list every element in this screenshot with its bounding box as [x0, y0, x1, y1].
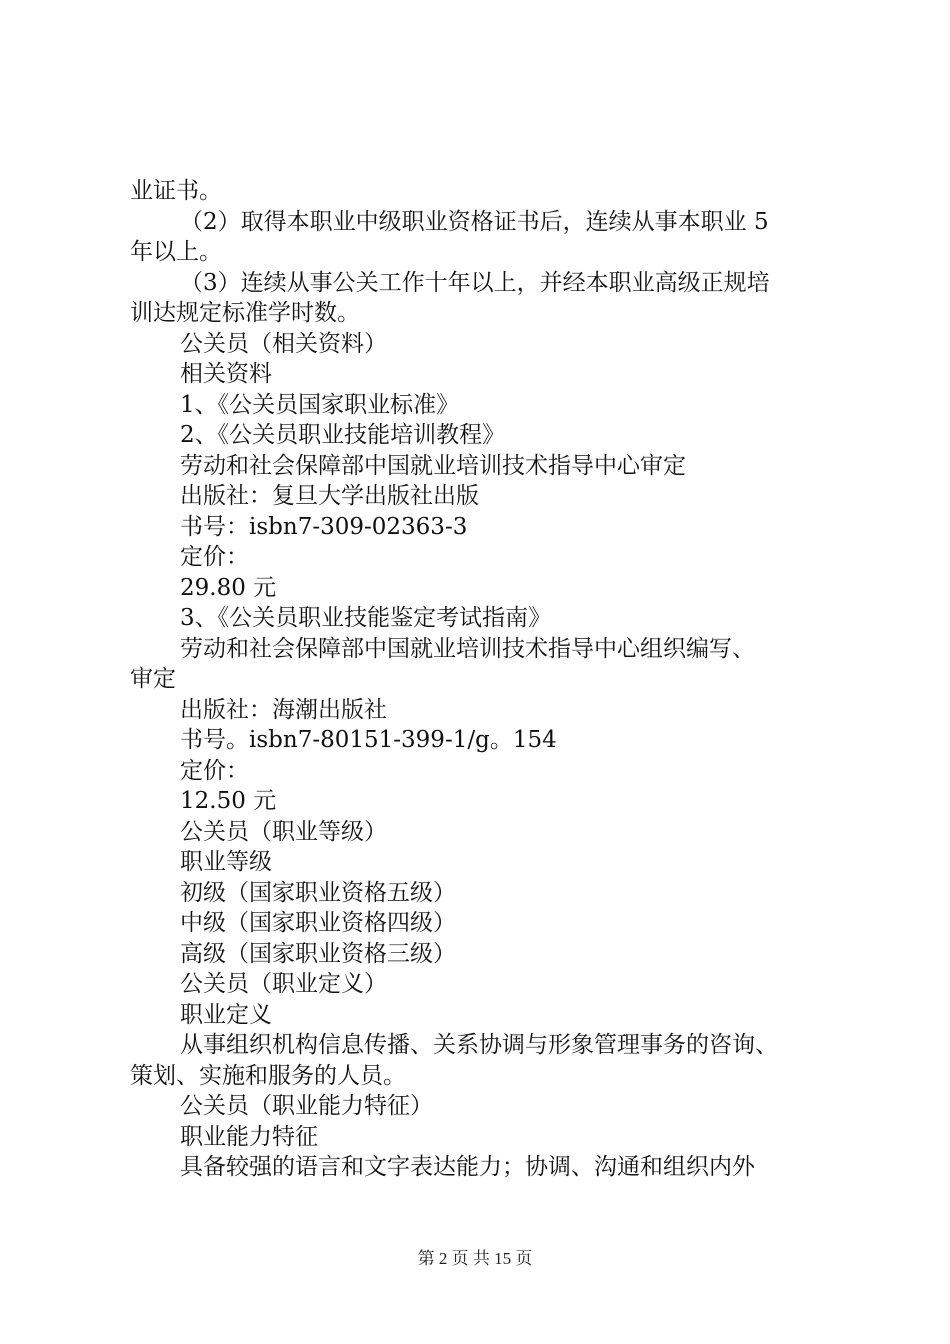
text-line: 公关员（职业等级） [180, 818, 387, 845]
text-line: 职业定义 [180, 1001, 272, 1028]
text-line: 初级（国家职业资格五级） [180, 879, 456, 906]
text-line: 劳动和社会保障部中国就业培训技术指导中心审定 [180, 452, 686, 479]
text-line: 2、《公关员职业技能培训教程》 [180, 422, 506, 448]
text-line: 职业能力特征 [180, 1123, 318, 1150]
text-line: 定价： [180, 757, 249, 784]
text-line: 书号。isbn7-80151-399-1/g。154 [180, 727, 557, 753]
text-line: 年以上。 [130, 239, 222, 265]
text-line: 公关员（职业能力特征） [180, 1093, 433, 1119]
text-line: 中级（国家职业资格四级） [180, 910, 456, 936]
text-line: （3）连续从事公关工作十年以上，并经本职业高级正规培 [180, 269, 770, 296]
text-line: 相关资料 [180, 361, 272, 387]
text-line: 3、《公关员职业技能鉴定考试指南》 [180, 605, 552, 631]
text-line: 从事组织机构信息传播、关系协调与形象管理事务的咨询、 [180, 1032, 778, 1058]
text-line: 12.50 元 [180, 788, 277, 814]
text-line: 1、《公关员国家职业标准》 [180, 391, 460, 418]
text-line: 29.80 元 [180, 574, 277, 601]
text-line: 高级（国家职业资格三级） [180, 940, 456, 967]
text-line: 定价： [180, 544, 249, 570]
text-line: 公关员（职业定义） [180, 971, 387, 997]
text-line: 职业等级 [180, 849, 272, 875]
text-line: 具备较强的语言和文字表达能力；协调、沟通和组织内外 [180, 1154, 755, 1180]
text-line: 劳动和社会保障部中国就业培训技术指导中心组织编写、 [180, 635, 755, 662]
text-line: 公关员（相关资料） [180, 330, 387, 357]
text-line: （2）取得本职业中级职业资格证书后，连续从事本职业 5 [180, 208, 769, 235]
page-footer: 第 2 页 共 15 页 [417, 1249, 533, 1268]
text-line: 出版社：复旦大学出版社出版 [180, 483, 479, 509]
body-text [130, 176, 850, 1183]
text-line: 训达规定标准学时数。 [130, 300, 360, 326]
text-line: 策划、实施和服务的人员。 [130, 1062, 406, 1089]
text-line: 出版社：海潮出版社 [180, 696, 387, 723]
text-line: 书号：isbn7-309-02363-3 [180, 513, 468, 540]
text-line: 业证书。 [130, 178, 222, 204]
text-line: 审定 [130, 666, 176, 692]
